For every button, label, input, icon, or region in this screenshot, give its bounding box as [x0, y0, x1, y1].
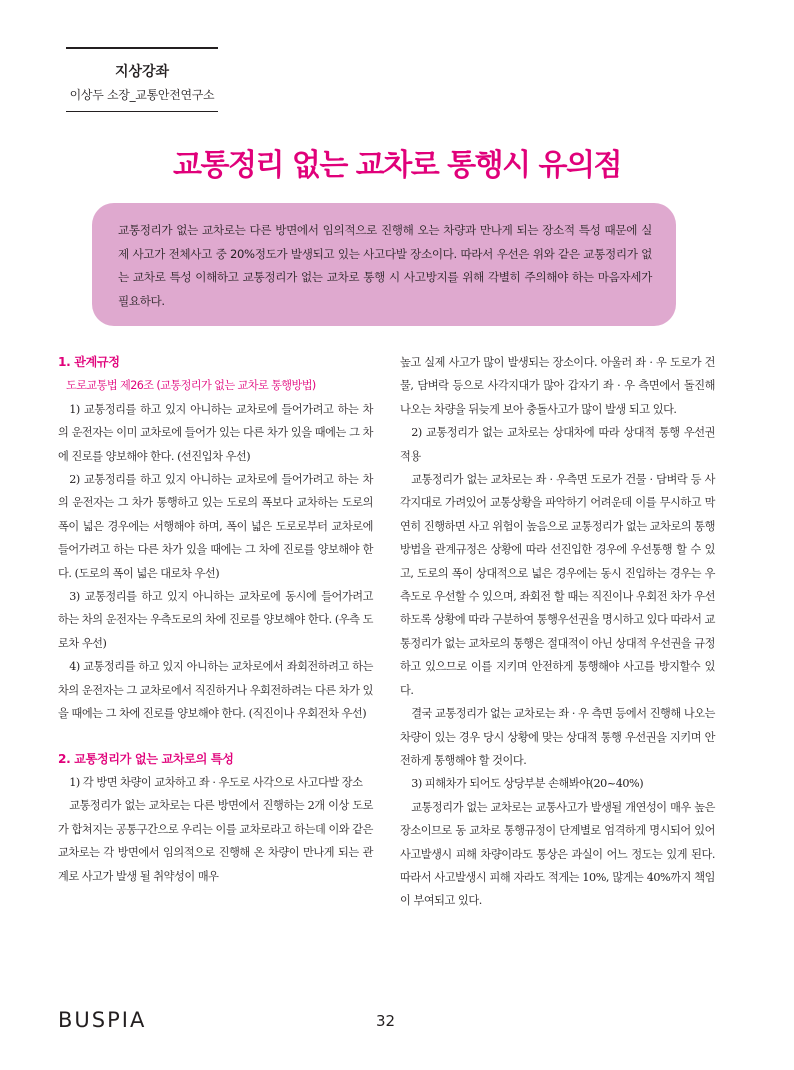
article-title: 교통정리 없는 교차로 통행시 유의점: [173, 148, 621, 183]
paragraph: 결국 교통정리가 없는 교차로는 좌 · 우 측면 등에서 진행해 나오는 차량이 있는 경우 당시 상황에 맞는 상대적 통행 우선권을 지키며 안전하게 통행해야 할 것이다.: [400, 707, 715, 767]
paragraph: 4) 교통정리를 하고 있지 아니하는 교차로에서 좌회전하려고 하는 차의 운전자는 그 교차로에서 직진하거나 우회전하려는 다른 차가 있을 때에는 그 차에 진로를 양보해야 한다. (직진이나 우회전차 우선): [58, 660, 373, 721]
header-bottom-rule: [66, 111, 218, 112]
paragraph: 높고 실제 사고가 많이 발생되는 장소이다. 아울러 좌 · 우 도로가 건물, 담벼락 등으로 사각지대가 많아 갑자기 좌 · 우 측면에서 돌진해 나오는 차량을 뒤늦게 보아 충돌사고가 많이 발생 되고 있다.: [400, 356, 715, 416]
header-block: [66, 47, 218, 112]
paragraph: 교통정리가 없는 교차로는 교통사고가 발생될 개연성이 매우 높은 장소이므로 동 교차로 통행규정이 단계별로 엄격하게 명시되어 있어 사고발생시 피해 차량이라도 통상은 과실이 어느 정도는 있게 된다. 따라서 사고발생시 피해 자라도 적게는 10%, 많게는 40%까지 책임이 부여되고 있다.: [400, 800, 715, 908]
header-top-rule: [66, 47, 218, 49]
page-number: 32: [376, 1012, 396, 1030]
buspia-logo: BUSPIA: [58, 1008, 147, 1032]
author-byline: 이상두 소장_교통안전연구소: [69, 88, 215, 102]
paragraph: 2) 교통정리가 없는 교차로는 상대차에 따라 상대적 통행 우선권 적용: [400, 426, 715, 463]
right-column: [400, 351, 715, 913]
section-label: 지상강좌: [114, 64, 170, 80]
paragraph: 1) 각 방면 차량이 교차하고 좌 · 우도로 사각으로 사고다발 장소: [69, 775, 363, 789]
paragraph: 2) 교통정리를 하고 있지 아니하는 교차로에 들어가려고 하는 차의 운전자는 그 차가 통행하고 있는 도로의 폭보다 교차하는 도로의 폭이 넓은 경우에는 서행해야 하며, 폭이 넓은 도로로부터 교차로에 들어가려고 하는 다른 차가 있을 때에는 그 차에 진로를 양보해야 한다. (도로의 폭이 넓은 대로차 우선): [58, 473, 373, 580]
paragraph: 1) 교통정리를 하고 있지 아니하는 교차로에 들어가려고 하는 차의 운전자는 이미 교차로에 들어가 있는 다른 차가 있을 때에는 그 차에 진로를 양보해야 한다. (선진입차 우선): [58, 402, 373, 463]
paragraph: 3) 교통정리를 하고 있지 아니하는 교차로에 동시에 들어가려고 하는 차의 운전자는 우측도로의 차에 진로를 양보해야 한다. (우측 도로차 우선): [58, 590, 373, 650]
left-column: [58, 351, 373, 888]
paragraph: 3) 피해차가 되어도 상당부분 손해봐야(20~40%): [411, 777, 644, 791]
summary-box: 교통정리가 없는 교차로는 다른 방면에서 임의적으로 진행해 오는 차량과 만나게 되는 장소적 특성 때문에 실제 사고가 전체사고 중 20%정도가 발생되고 있는 사고다발 장소이다. 따라서 우선은 위와 같은 교통정리가 없는 교차로 특성 이해하고 교통정리가 없는 교차로 통행 시 사고방지를 위해 각별히 주의해야 하는 마음자세가 필요하다.: [92, 203, 676, 326]
law-subheading: 도로교통법 제26조 (교통정리가 없는 교차로 통행방법): [66, 379, 316, 393]
paragraph: 교통정리가 없는 교차로는 좌 · 우측면 도로가 건물 · 담벼락 등 사각지대로 가려있어 교통상황을 파악하기 어려운데 이를 무시하고 막연히 진행하면 사고 위험이 높음으로 교통정리가 없는 교차로의 통행방법을 관계규정은 상황에 따라 선진입한 경우에 우선통행 할 수 있고, 도로의 폭이 상대적으로 넓은 경우에는 동시 진입하는 경우는 우측도로 우선할 수 있으며, 좌회전 할 때는 직진이나 우회전 차가 우선하도록 상황에 따라 구분하여 통행우선권을 명시하고 있다 따라서 교통정리가 없는 교차로의 통행은 절대적이 아닌 상대적 우선권을 규정하고 있으므로 이를 지키며 안전하게 통행해야 사고를 방지할수 있다.: [400, 473, 715, 697]
section-heading: 1. 관계규정: [58, 355, 120, 369]
paragraph: 교통정리가 없는 교차로는 다른 방면에서 진행하는 2개 이상 도로가 합쳐지는 공통구간으로 우리는 이를 교차로라고 하는데 이와 같은 교차로는 각 방면에서 임의적으로 진행해 온 차량이 만나게 되는 관계로 사고가 발생 될 취약성이 매우: [58, 799, 373, 883]
section-heading: 2. 교통정리가 없는 교차로의 특성: [58, 751, 234, 766]
